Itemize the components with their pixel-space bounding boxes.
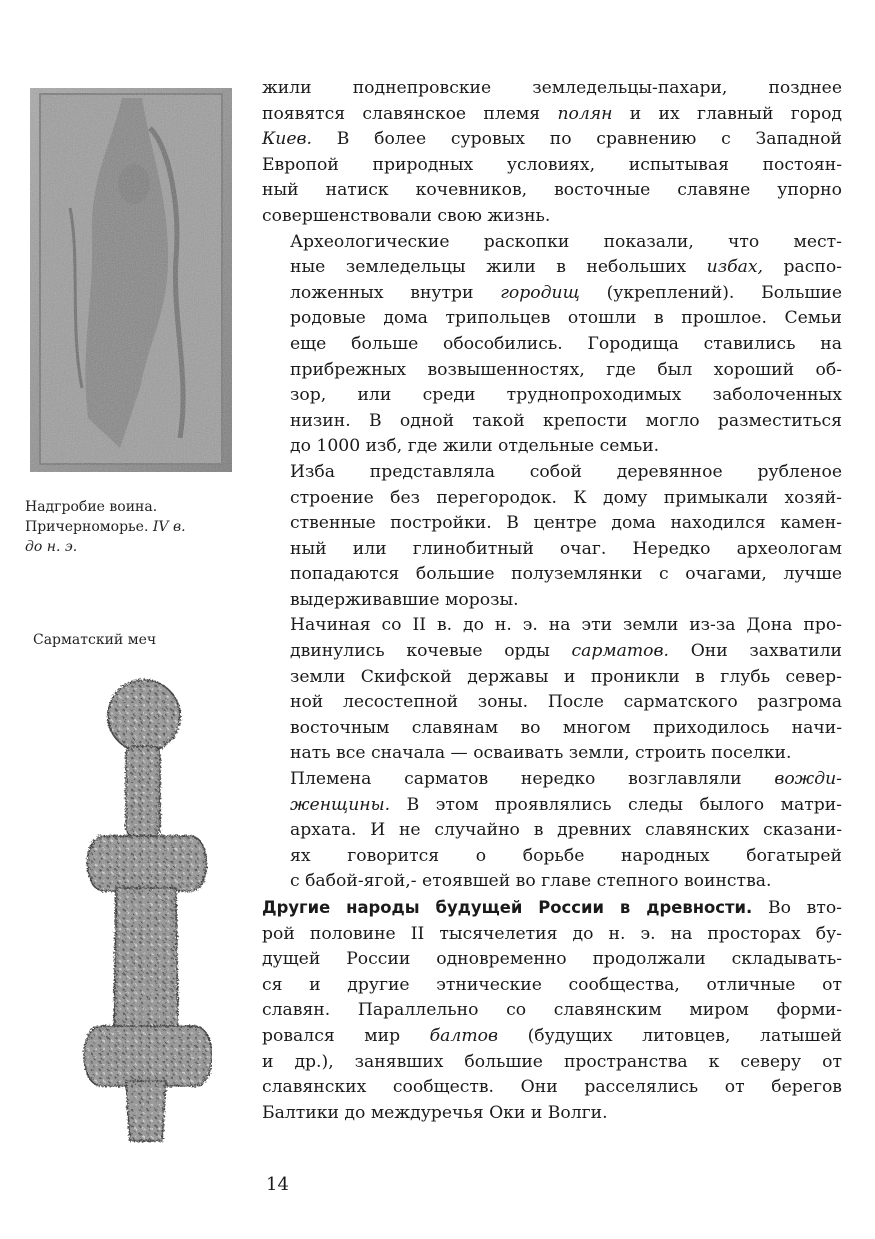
emphasis-term: женщины. xyxy=(290,794,391,815)
text-line: двинулись кочевые орды сарматов. Они захватили xyxy=(290,641,842,662)
text-line: рой половине II тысячелетия до н. э. на просторах бу- xyxy=(262,923,842,944)
text-line: ной лесостепной зоны. После сарматского разгрома xyxy=(290,692,842,713)
text-line: совершенствовали свою жизнь. xyxy=(262,205,551,226)
emphasis-term: сарматов. xyxy=(571,641,670,662)
text-line: строение без перегородок. К дому примыкали хозяй- xyxy=(290,487,842,508)
text-line: ях говорится о борьбе народных богатырей xyxy=(290,845,842,866)
emphasis-term: избах, xyxy=(706,257,763,278)
text-line: появятся славянское племя полян и их главный город xyxy=(262,103,842,124)
emphasis-term: балтов xyxy=(429,1025,499,1046)
text-line: жили поднепровские земледельцы-пахари, позднее xyxy=(262,78,842,98)
text-line: славянских сообществ. Они расселялись от берегов xyxy=(262,1077,842,1098)
text-line: зор, или среди труднопроходимых заболоченных xyxy=(290,385,842,406)
paragraph xyxy=(262,895,842,1126)
text-line: Археологические раскопки показали, что мест- xyxy=(290,231,842,252)
page-number: 14 xyxy=(266,1174,289,1195)
text-line: с бабой-ягой,- етоявшей во главе степного воинства. xyxy=(290,871,772,892)
text-line: ровался мир балтов (будущих литовцев, латышей xyxy=(262,1025,842,1046)
emphasis-term: городищ xyxy=(500,282,580,303)
caption-line: Надгробие воина. xyxy=(25,499,158,515)
text-line: Изба представляла собой деревянное рубленое xyxy=(290,461,842,482)
emphasis-term: полян xyxy=(557,103,613,124)
text-line: Киев. В более суровых по сравнению с Западной xyxy=(262,129,842,150)
text-line: прибрежных возвышенностях, где был хороший об- xyxy=(290,359,842,380)
text-line: до 1000 изб, где жили отдельные семьи. xyxy=(290,436,660,457)
text-line: восточным славянам во многом приходилось начи- xyxy=(290,717,842,738)
text-line: ный или глинобитный очаг. Нередко археологам xyxy=(290,538,842,559)
emphasis-term: вожди- xyxy=(774,769,842,790)
text-line: женщины. В этом проявлялись следы былого матри- xyxy=(290,794,842,815)
caption-date-line2: до н. э. xyxy=(25,539,78,555)
text-line: попадаются большие полуземлянки с очагами, лучше xyxy=(290,564,842,585)
sarmatian-sword-icon xyxy=(82,676,212,1146)
text-line: Начиная со II в. до н. э. на эти земли из-за Дона про- xyxy=(290,615,842,636)
paragraph xyxy=(262,76,842,230)
sword-photo xyxy=(82,676,212,1146)
text-line: Племена сарматов нередко возглавляли вожди- xyxy=(290,769,842,790)
text-line: низин. В одной такой крепости могло разместиться xyxy=(290,410,842,431)
text-line: Балтики до междуречья Оки и Волги. xyxy=(262,1102,608,1123)
emphasis-term: Киев. xyxy=(262,129,313,150)
text-line: ложенных внутри городищ (укреплений). Большие xyxy=(290,282,842,303)
caption-date: IV в. xyxy=(152,519,186,535)
text-line: дущей России одновременно продолжали складывать- xyxy=(262,949,842,970)
paragraph xyxy=(262,767,842,895)
text-line: земли Скифской державы и проникли в глубь север- xyxy=(290,666,842,687)
caption-line: Причерноморье. xyxy=(25,519,153,535)
paragraph xyxy=(262,613,842,767)
paragraph xyxy=(262,460,842,614)
text-line: ся и другие этнические сообщества, отличные от xyxy=(262,974,842,995)
text-line: Европой природных условиях, испытывая постоян- xyxy=(262,154,842,175)
text-line: архата. И не случайно в древних славянских сказани- xyxy=(290,820,842,841)
text-line: родовые дома трипольцев отошли в прошлое. Семьи xyxy=(290,308,842,329)
tombstone-caption xyxy=(25,497,240,557)
section-heading: Другие народы будущей России в древности. xyxy=(262,898,753,917)
tombstone-relief-icon xyxy=(30,88,232,472)
sword-caption: Сарматский меч xyxy=(33,632,157,648)
paragraph xyxy=(262,230,842,460)
text-line: и др.), занявших большие пространства к северу от xyxy=(262,1051,842,1072)
text-line: славян. Параллельно со славянским миром форми- xyxy=(262,1000,842,1021)
text-line: ственные постройки. В центре дома находился камен- xyxy=(290,513,842,534)
text-line: нать все сначала — осваивать земли, строить поселки. xyxy=(290,743,792,764)
text-line: Другие народы будущей России в древности. Во вто- xyxy=(262,898,842,918)
main-text xyxy=(262,76,842,1126)
text-line: еще больше обособились. Городища ставились на xyxy=(290,333,842,354)
text-line: ные земледельцы жили в небольших избах, распо- xyxy=(290,257,842,278)
tombstone-photo xyxy=(30,88,232,472)
text-line: выдерживавшие морозы. xyxy=(290,589,519,610)
text-line: ный натиск кочевников, восточные славяне упорно xyxy=(262,180,842,201)
